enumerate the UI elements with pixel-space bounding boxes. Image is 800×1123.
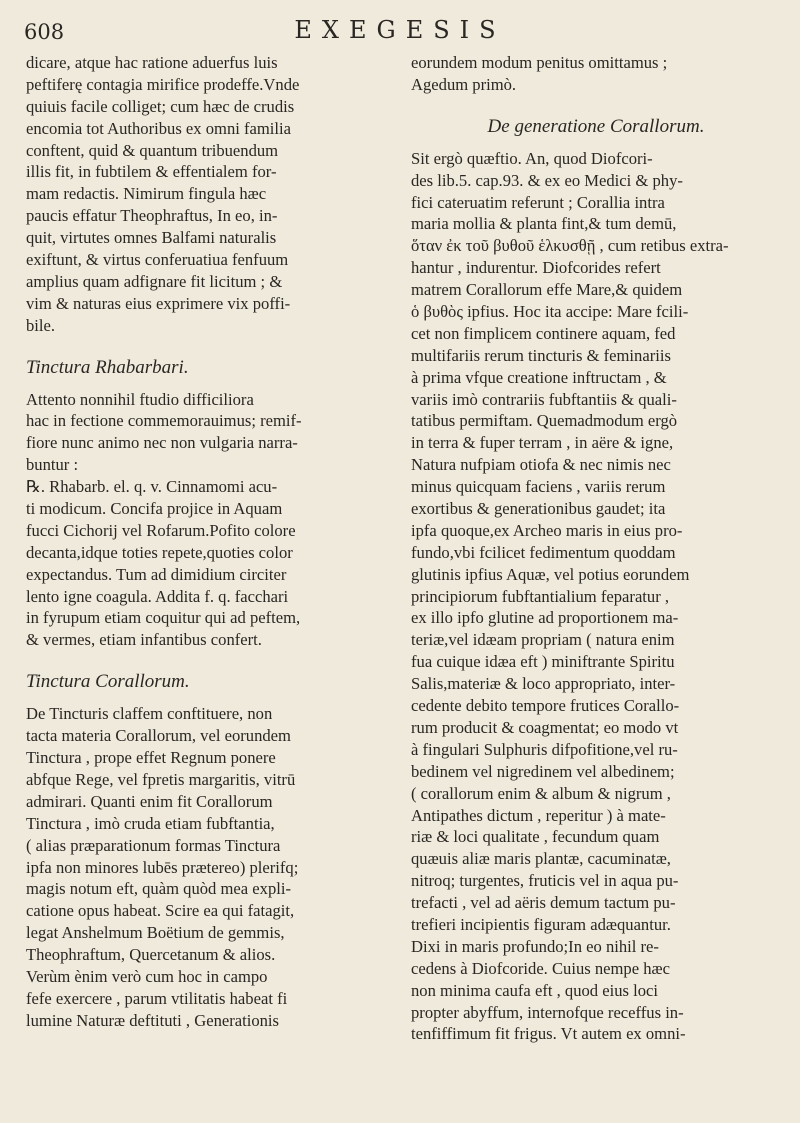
page-header: [0, 14, 800, 54]
text-line: legat Anshelmum Boëtium de gemmis,: [26, 923, 285, 943]
section-heading: Tinctura Rhabarbari.: [26, 356, 189, 378]
text-line: fucci Cichorij vel Rofarum.Pofito colore: [26, 520, 296, 540]
text-line: bile.: [26, 315, 56, 335]
text-line: quæuis aliæ maris plantæ, cacuminatæ,: [411, 849, 671, 869]
text-line: teriæ,vel idæam propriam ( natura enim: [411, 630, 675, 650]
text-line: fici cateruatim referunt ; Corallia intra: [411, 192, 665, 212]
text-line: encomia tot Authoribus ex omni familia: [26, 118, 291, 138]
text-line: admirari. Quanti enim fit Corallorum: [26, 791, 273, 811]
text-line: matrem Corallorum effe Mare,& quidem: [411, 280, 683, 300]
text-line: catione opus habeat. Scire ea qui fatagit,: [26, 901, 295, 921]
text-line: ( corallorum enim & album & nigrum ,: [411, 783, 671, 803]
text-line: fua cuique idæa eft ) miniftrante Spiritu: [411, 652, 675, 672]
text-line: dicare, atque hac ratione aduerfus luis: [26, 53, 278, 72]
section-heading: De generatione Corallorum.: [487, 115, 705, 137]
text-line: rum producit & coagmentat; eo modo vt: [411, 717, 679, 737]
page-number: 608: [24, 20, 65, 44]
text-line: minus quicquam faciens , variis rerum: [411, 477, 666, 497]
text-line: fefe exercere , parum vtilitatis habeat fi: [26, 988, 288, 1008]
text-line: buntur :: [26, 455, 79, 475]
text-line: Agedum primò.: [411, 74, 517, 94]
text-line: principiorum fubftantialium feparatur ,: [411, 586, 670, 606]
text-line: hac in fectione commemorauimus; remif-: [26, 411, 302, 431]
text-line: ipfa non minores lubēs prætereo) plerifq;: [26, 857, 299, 877]
text-line: paucis effatur Theophraftus, In eo, in-: [26, 206, 278, 226]
paragraph-gap: [411, 96, 781, 106]
text-line: Dixi in maris profundo;In eo nihil re-: [411, 936, 659, 956]
text-line: Antipathes dictum , reperitur ) à mate-: [411, 805, 666, 825]
text-line: abfque Rege, vel fpretis margaritis, vitrū: [26, 769, 296, 789]
text-line: Tinctura , imò cruda etiam fubftantia,: [26, 813, 275, 833]
text-line: Sit ergò quæftio. An, quod Diofcori-: [411, 148, 653, 168]
paragraph-gap: [26, 651, 394, 661]
text-line: tacta materia Corallorum, vel eorundem: [26, 726, 291, 746]
text-line: magis notum eft, quàm quòd mea expli-: [26, 879, 291, 899]
text-line: Attento nonnihil ftudio difficiliora: [26, 389, 254, 409]
text-line: variis imò contrariis fubftantiis & quali-: [411, 389, 677, 409]
text-line: in terra & fuper terram , in aëre & igne,: [411, 433, 674, 453]
text-line: ti modicum. Concifa projice in Aquam: [26, 499, 283, 519]
text-line: bedinem vel nigredinem vel albedinem;: [411, 761, 675, 781]
text-line: fundo,vbi fcilicet fedimentum quoddam: [411, 542, 676, 562]
text-line: decanta,idque toties repete,quoties color: [26, 542, 293, 562]
text-line: quiuis facile colliget; cum hæc de crudis: [26, 96, 295, 116]
text-line: hantur , indurentur. Diofcorides refert: [411, 258, 661, 278]
text-line: peftiferę contagia mirifice prodeffe.Vnde: [26, 74, 300, 94]
text-line: mam redactis. Nimirum fingula hæc: [26, 184, 267, 204]
paragraph-gap: [26, 337, 394, 347]
text-line: eorundem modum penitus omittamus ;: [411, 53, 668, 72]
text-line: Verùm ènim verò cum hoc in campo: [26, 966, 268, 986]
text-line: lento igne coagula. Addita f. q. facchari: [26, 586, 289, 606]
text-line: ( alias præparationum formas Tinctura: [26, 835, 281, 855]
text-line: expectandus. Tum ad dimidium circiter: [26, 564, 287, 584]
running-title: EXEGESIS: [294, 16, 506, 44]
text-line: tenfiffimum fit frigus. Vt autem ex omni-: [411, 1024, 686, 1044]
text-line: Salis,materiæ & loco appropriato, inter-: [411, 674, 676, 694]
left-column: [26, 52, 394, 1032]
text-line: quit, virtutes omnes Balfami naturalis: [26, 228, 277, 248]
text-line: Natura nufpiam otiofa & nec nimis nec: [411, 455, 671, 475]
text-line: ὅταν ἐκ τοῦ βυθοῦ ἑλκυσθῇ , cum retibus extra-: [411, 236, 729, 256]
text-line: trefieri incipientis figuram adæquantur.: [411, 914, 671, 934]
text-line: illis fit, in fubtilem & effentialem for-: [26, 162, 277, 182]
text-line: cedente debito tempore frutices Corallo-: [411, 696, 680, 716]
text-line: Tinctura , prope effet Regnum ponere: [26, 748, 276, 768]
text-line: riæ & loci qualitate , fecundum quam: [411, 827, 660, 847]
text-line: vim & naturas eius exprimere vix poffi-: [26, 293, 291, 313]
text-line: fiore nunc animo nec non vulgaria narra-: [26, 433, 298, 453]
text-line: ℞. Rhabarb. el. q. v. Cinnamomi acu-: [26, 477, 278, 497]
text-line: conftent, quid & quantum tribuendum: [26, 140, 279, 160]
text-line: tatibus permiftam. Quemadmodum ergò: [411, 411, 678, 431]
text-line: amplius quam adfignare fit licitum ; &: [26, 271, 283, 291]
text-line: ὁ βυθὸς ipfius. Hoc ita accipe: Mare fcili-: [411, 302, 689, 322]
text-line: De Tincturis claffem conftituere, non: [26, 704, 273, 724]
text-line: à prima vfque creatione inftructam , &: [411, 367, 667, 387]
text-line: ex illo ipfo glutine ad proportionem ma-: [411, 608, 679, 628]
text-line: Theophraftum, Quercetanum & alios.: [26, 945, 276, 965]
text-line: in fyrupum etiam coquitur qui ad peftem,: [26, 608, 301, 628]
text-line: propter abyffum, internofque receffus in-: [411, 1002, 684, 1022]
text-line: maria mollia & planta fint,& tum demū,: [411, 214, 677, 234]
text-line: cedens à Diofcoride. Cuius nempe hæc: [411, 958, 670, 978]
text-line: ipfa quoque,ex Archeo maris in eius pro-: [411, 520, 683, 540]
text-line: cet non fimplicem continere aquam, fed: [411, 323, 676, 343]
text-line: exiftunt, & virtus conferuatiua fenfuum: [26, 250, 289, 270]
text-line: à fingulari Sulphuris difpofitione,vel ru-: [411, 739, 678, 759]
text-line: glutinis ipfius Aquæ, vel potius eorundem: [411, 564, 690, 584]
right-column: [411, 52, 781, 1045]
text-line: exortibus & generationibus gaudet; ita: [411, 499, 666, 519]
text-line: des lib.5. cap.93. & ex eo Medici & phy-: [411, 170, 683, 190]
text-line: trefacti , vel ad aëris demum tactum pu-: [411, 893, 676, 913]
text-line: non minima caufa eft , quod eius loci: [411, 980, 658, 1000]
text-line: lumine Naturæ deftituti , Generationis: [26, 1010, 279, 1030]
text-line: & vermes, etiam infantibus confert.: [26, 630, 262, 650]
text-line: nitroq; turgentes, fruticis vel in aqua pu-: [411, 871, 679, 891]
text-line: multifariis rerum tincturis & feminariis: [411, 345, 671, 365]
section-heading: Tinctura Corallorum.: [26, 671, 190, 693]
